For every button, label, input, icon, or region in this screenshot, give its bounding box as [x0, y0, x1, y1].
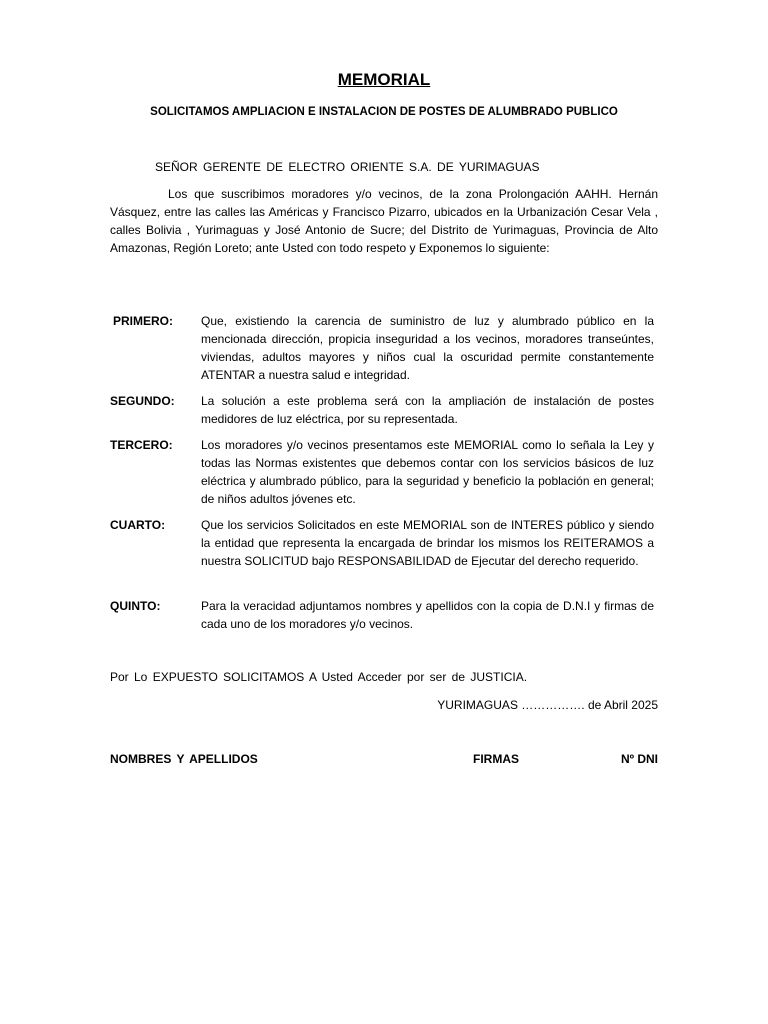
closing-statement: Por Lo EXPUESTO SOLICITAMOS A Usted Acceder por ser de JUSTICIA.	[110, 670, 528, 684]
clause-label: CUARTO:	[110, 518, 166, 532]
clause-text: Los moradores y/o vecinos presentamos este MEMORIAL como lo señala la Ley y todas las Normas existentes que debemos contar con los servicios básicos de luz eléctrica y alumbrado público, para la seguridad y beneficio la población en general; de niños adultos jóvenes etc.	[201, 438, 654, 506]
clause-text: La solución a este problema será con la ampliación de instalación de postes medidores de luz eléctrica, por su representada.	[201, 394, 654, 426]
clause-label: QUINTO:	[110, 599, 161, 613]
clause-text: Que los servicios Solicitados en este MEMORIAL son de INTERES público y siendo la entidad que representa la encargada de brindar los mismos los REITERAMOS a nuestra SOLICITUD bajo RESPONSABILIDAD de Ejecutar del derecho requerido.	[201, 518, 654, 568]
column-header-names: NOMBRES Y APELLIDOS	[110, 752, 258, 766]
intro-paragraph: Los que suscribimos moradores y/o vecinos, de la zona Prolongación AAHH. Hernán Vásquez, entre las calles las Américas y Francisco Pizarro, ubicados en la Urbanización Cesar Vela , calles Bolivia , Yurimaguas y José Antonio de Sucre; del Distrito de Yurimaguas, Provincia de Alto Amazonas, Región Loreto; ante Usted con todo respeto y Exponemos lo siguiente:	[110, 187, 658, 255]
document-title: MEMORIAL	[337, 70, 431, 89]
clause-label: SEGUNDO:	[110, 394, 175, 408]
column-header-dni: Nº DNI	[620, 752, 658, 766]
addressee-line: SEÑOR GERENTE DE ELECTRO ORIENTE S.A. DE YURIMAGUAS	[155, 160, 540, 174]
date-line: YURIMAGUAS ……………. de Abril 2025	[437, 698, 658, 712]
clause-text: Que, existiendo la carencia de suministro de luz y alumbrado público en la mencionada dirección, propicia inseguridad a los vecinos, moradores transeúntes, viviendas, adultos mayores y niños cual la oscuridad permite constantemente ATENTAR a nuestra salud e integridad.	[201, 314, 654, 382]
document-subtitle: SOLICITAMOS AMPLIACION E INSTALACION DE POSTES DE ALUMBRADO PUBLICO	[150, 106, 618, 118]
clause-text: Para la veracidad adjuntamos nombres y apellidos con la copia de D.N.I y firmas de cada uno de los moradores y/o vecinos.	[201, 599, 654, 631]
column-header-signatures: FIRMAS	[473, 752, 519, 766]
clause-label: PRIMERO:	[113, 314, 173, 328]
clause-label: TERCERO:	[110, 438, 173, 452]
